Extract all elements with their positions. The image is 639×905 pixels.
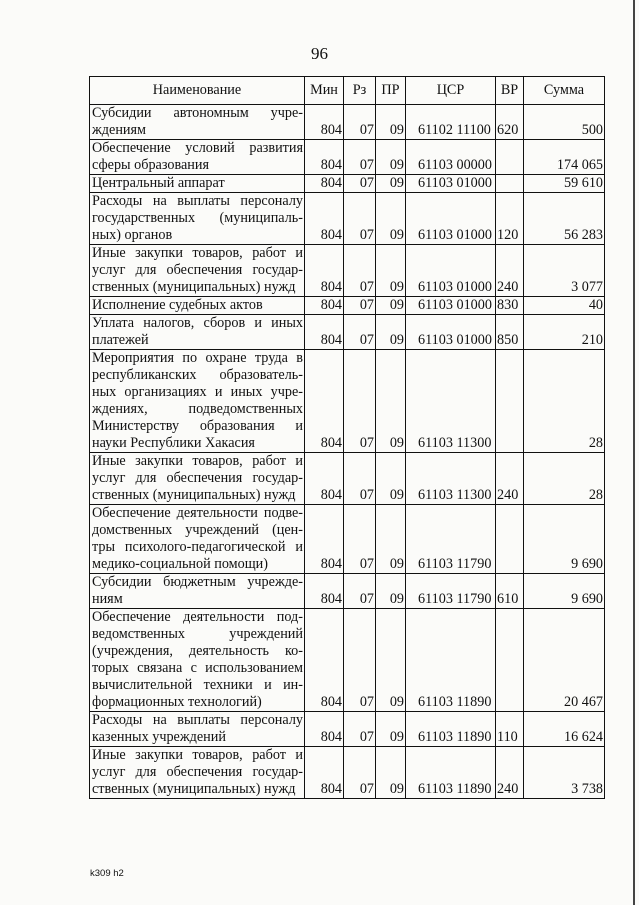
cell-sum: 9 690 — [524, 505, 605, 574]
cell-min: 804 — [305, 105, 344, 140]
cell-pr: 09 — [376, 505, 406, 574]
cell-pr: 09 — [376, 297, 406, 315]
cell-csr: 61103 01000 — [406, 245, 496, 297]
cell-min: 804 — [305, 245, 344, 297]
cell-vr — [496, 175, 524, 193]
cell-pr: 09 — [376, 193, 406, 245]
table-row — [90, 140, 605, 175]
table-row — [90, 505, 605, 574]
cell-rz: 07 — [344, 453, 376, 505]
cell-vr: 850 — [496, 315, 524, 350]
cell-vr — [496, 505, 524, 574]
cell-rz: 07 — [344, 712, 376, 747]
cell-min: 804 — [305, 505, 344, 574]
cell-min: 804 — [305, 175, 344, 193]
cell-vr — [496, 609, 524, 712]
cell-name: Уплата налогов, сборов и иных платежей — [90, 315, 305, 350]
table-row — [90, 712, 605, 747]
table-row — [90, 609, 605, 712]
cell-name: Центральный аппарат — [90, 175, 305, 193]
cell-pr: 09 — [376, 350, 406, 453]
cell-csr: 61103 11300 — [406, 350, 496, 453]
cell-min: 804 — [305, 315, 344, 350]
table-row — [90, 315, 605, 350]
table-row — [90, 245, 605, 297]
cell-sum: 59 610 — [524, 175, 605, 193]
cell-name: Иные закупки товаров, работ и услуг для обеспечения государ-ственных (муниципальных) нужд — [90, 747, 305, 799]
cell-csr: 61103 11890 — [406, 609, 496, 712]
footer-code: k309 h2 — [90, 868, 124, 879]
cell-name: Исполнение судебных актов — [90, 297, 305, 315]
table-row — [90, 175, 605, 193]
cell-name: Расходы на выплаты персоналу государственных (муниципаль-ных) органов — [90, 193, 305, 245]
cell-rz: 07 — [344, 297, 376, 315]
cell-min: 804 — [305, 712, 344, 747]
cell-rz: 07 — [344, 609, 376, 712]
cell-csr: 61103 01000 — [406, 315, 496, 350]
cell-sum: 9 690 — [524, 574, 605, 609]
cell-sum: 500 — [524, 105, 605, 140]
cell-pr: 09 — [376, 245, 406, 297]
cell-csr: 61103 01000 — [406, 193, 496, 245]
cell-vr: 240 — [496, 747, 524, 799]
table-row — [90, 193, 605, 245]
cell-min: 804 — [305, 453, 344, 505]
header-pr: ПР — [376, 77, 406, 105]
cell-name: Иные закупки товаров, работ и услуг для обеспечения государ-ственных (муниципальных) нужд — [90, 245, 305, 297]
cell-vr — [496, 140, 524, 175]
cell-rz: 07 — [344, 350, 376, 453]
header-row — [90, 77, 605, 105]
cell-name: Расходы на выплаты персоналу казенных учреждений — [90, 712, 305, 747]
cell-pr: 09 — [376, 574, 406, 609]
cell-rz: 07 — [344, 140, 376, 175]
cell-vr: 240 — [496, 453, 524, 505]
cell-sum: 174 065 — [524, 140, 605, 175]
cell-min: 804 — [305, 609, 344, 712]
cell-rz: 07 — [344, 505, 376, 574]
table-row — [90, 350, 605, 453]
cell-pr: 09 — [376, 105, 406, 140]
cell-min: 804 — [305, 193, 344, 245]
cell-rz: 07 — [344, 105, 376, 140]
cell-vr: 120 — [496, 193, 524, 245]
cell-name: Мероприятия по охране труда в республиканских образователь-ных организациях и иных учре-ждениях, подведомственных Министерству образования и науки Республики Хакасия — [90, 350, 305, 453]
cell-sum: 40 — [524, 297, 605, 315]
cell-sum: 16 624 — [524, 712, 605, 747]
cell-min: 804 — [305, 297, 344, 315]
cell-sum: 3 738 — [524, 747, 605, 799]
cell-csr: 61103 11790 — [406, 574, 496, 609]
cell-sum: 210 — [524, 315, 605, 350]
page-number: 96 — [311, 44, 328, 63]
cell-min: 804 — [305, 350, 344, 453]
cell-vr: 240 — [496, 245, 524, 297]
cell-min: 804 — [305, 574, 344, 609]
cell-vr — [496, 350, 524, 453]
cell-rz: 07 — [344, 315, 376, 350]
cell-csr: 61103 11300 — [406, 453, 496, 505]
cell-pr: 09 — [376, 712, 406, 747]
table-row — [90, 297, 605, 315]
cell-name: Иные закупки товаров, работ и услуг для обеспечения государ-ственных (муниципальных) нужд — [90, 453, 305, 505]
cell-pr: 09 — [376, 175, 406, 193]
cell-name: Обеспечение деятельности под-ведомственных учреждений (учреждения, деятельность ко-торых связана с использованием вычислительной техники и ин-формационных технологий) — [90, 609, 305, 712]
table-body — [90, 105, 605, 799]
header-sum: Сумма — [524, 77, 605, 105]
table-row — [90, 574, 605, 609]
table-row — [90, 747, 605, 799]
table-row — [90, 453, 605, 505]
budget-table — [89, 76, 605, 799]
cell-name: Обеспечение деятельности подве-домственных учреждений (цен-тры психолого-педагогической и медико-социальной помощи) — [90, 505, 305, 574]
header-min: Мин — [305, 77, 344, 105]
cell-sum: 28 — [524, 453, 605, 505]
table-row — [90, 105, 605, 140]
cell-csr: 61103 01000 — [406, 297, 496, 315]
cell-pr: 09 — [376, 140, 406, 175]
cell-rz: 07 — [344, 574, 376, 609]
cell-csr: 61103 00000 — [406, 140, 496, 175]
cell-name: Субсидии бюджетным учрежде-ниям — [90, 574, 305, 609]
cell-min: 804 — [305, 747, 344, 799]
page-edge-line — [633, 0, 635, 905]
cell-csr: 61103 11890 — [406, 747, 496, 799]
cell-csr: 61103 01000 — [406, 175, 496, 193]
cell-min: 804 — [305, 140, 344, 175]
cell-csr: 61103 11890 — [406, 712, 496, 747]
cell-sum: 20 467 — [524, 609, 605, 712]
cell-pr: 09 — [376, 747, 406, 799]
header-rz: Рз — [344, 77, 376, 105]
header-csr: ЦСР — [406, 77, 496, 105]
cell-vr: 110 — [496, 712, 524, 747]
cell-csr: 61103 11790 — [406, 505, 496, 574]
header-name: Наименование — [90, 77, 305, 105]
cell-vr: 830 — [496, 297, 524, 315]
cell-rz: 07 — [344, 193, 376, 245]
cell-sum: 3 077 — [524, 245, 605, 297]
cell-rz: 07 — [344, 175, 376, 193]
cell-name: Субсидии автономным учре-ждениям — [90, 105, 305, 140]
cell-pr: 09 — [376, 609, 406, 712]
cell-pr: 09 — [376, 453, 406, 505]
cell-pr: 09 — [376, 315, 406, 350]
cell-name: Обеспечение условий развития сферы образования — [90, 140, 305, 175]
cell-sum: 28 — [524, 350, 605, 453]
cell-rz: 07 — [344, 747, 376, 799]
cell-sum: 56 283 — [524, 193, 605, 245]
cell-vr: 610 — [496, 574, 524, 609]
cell-rz: 07 — [344, 245, 376, 297]
cell-vr: 620 — [496, 105, 524, 140]
header-vr: ВР — [496, 77, 524, 105]
cell-csr: 61102 11100 — [406, 105, 496, 140]
